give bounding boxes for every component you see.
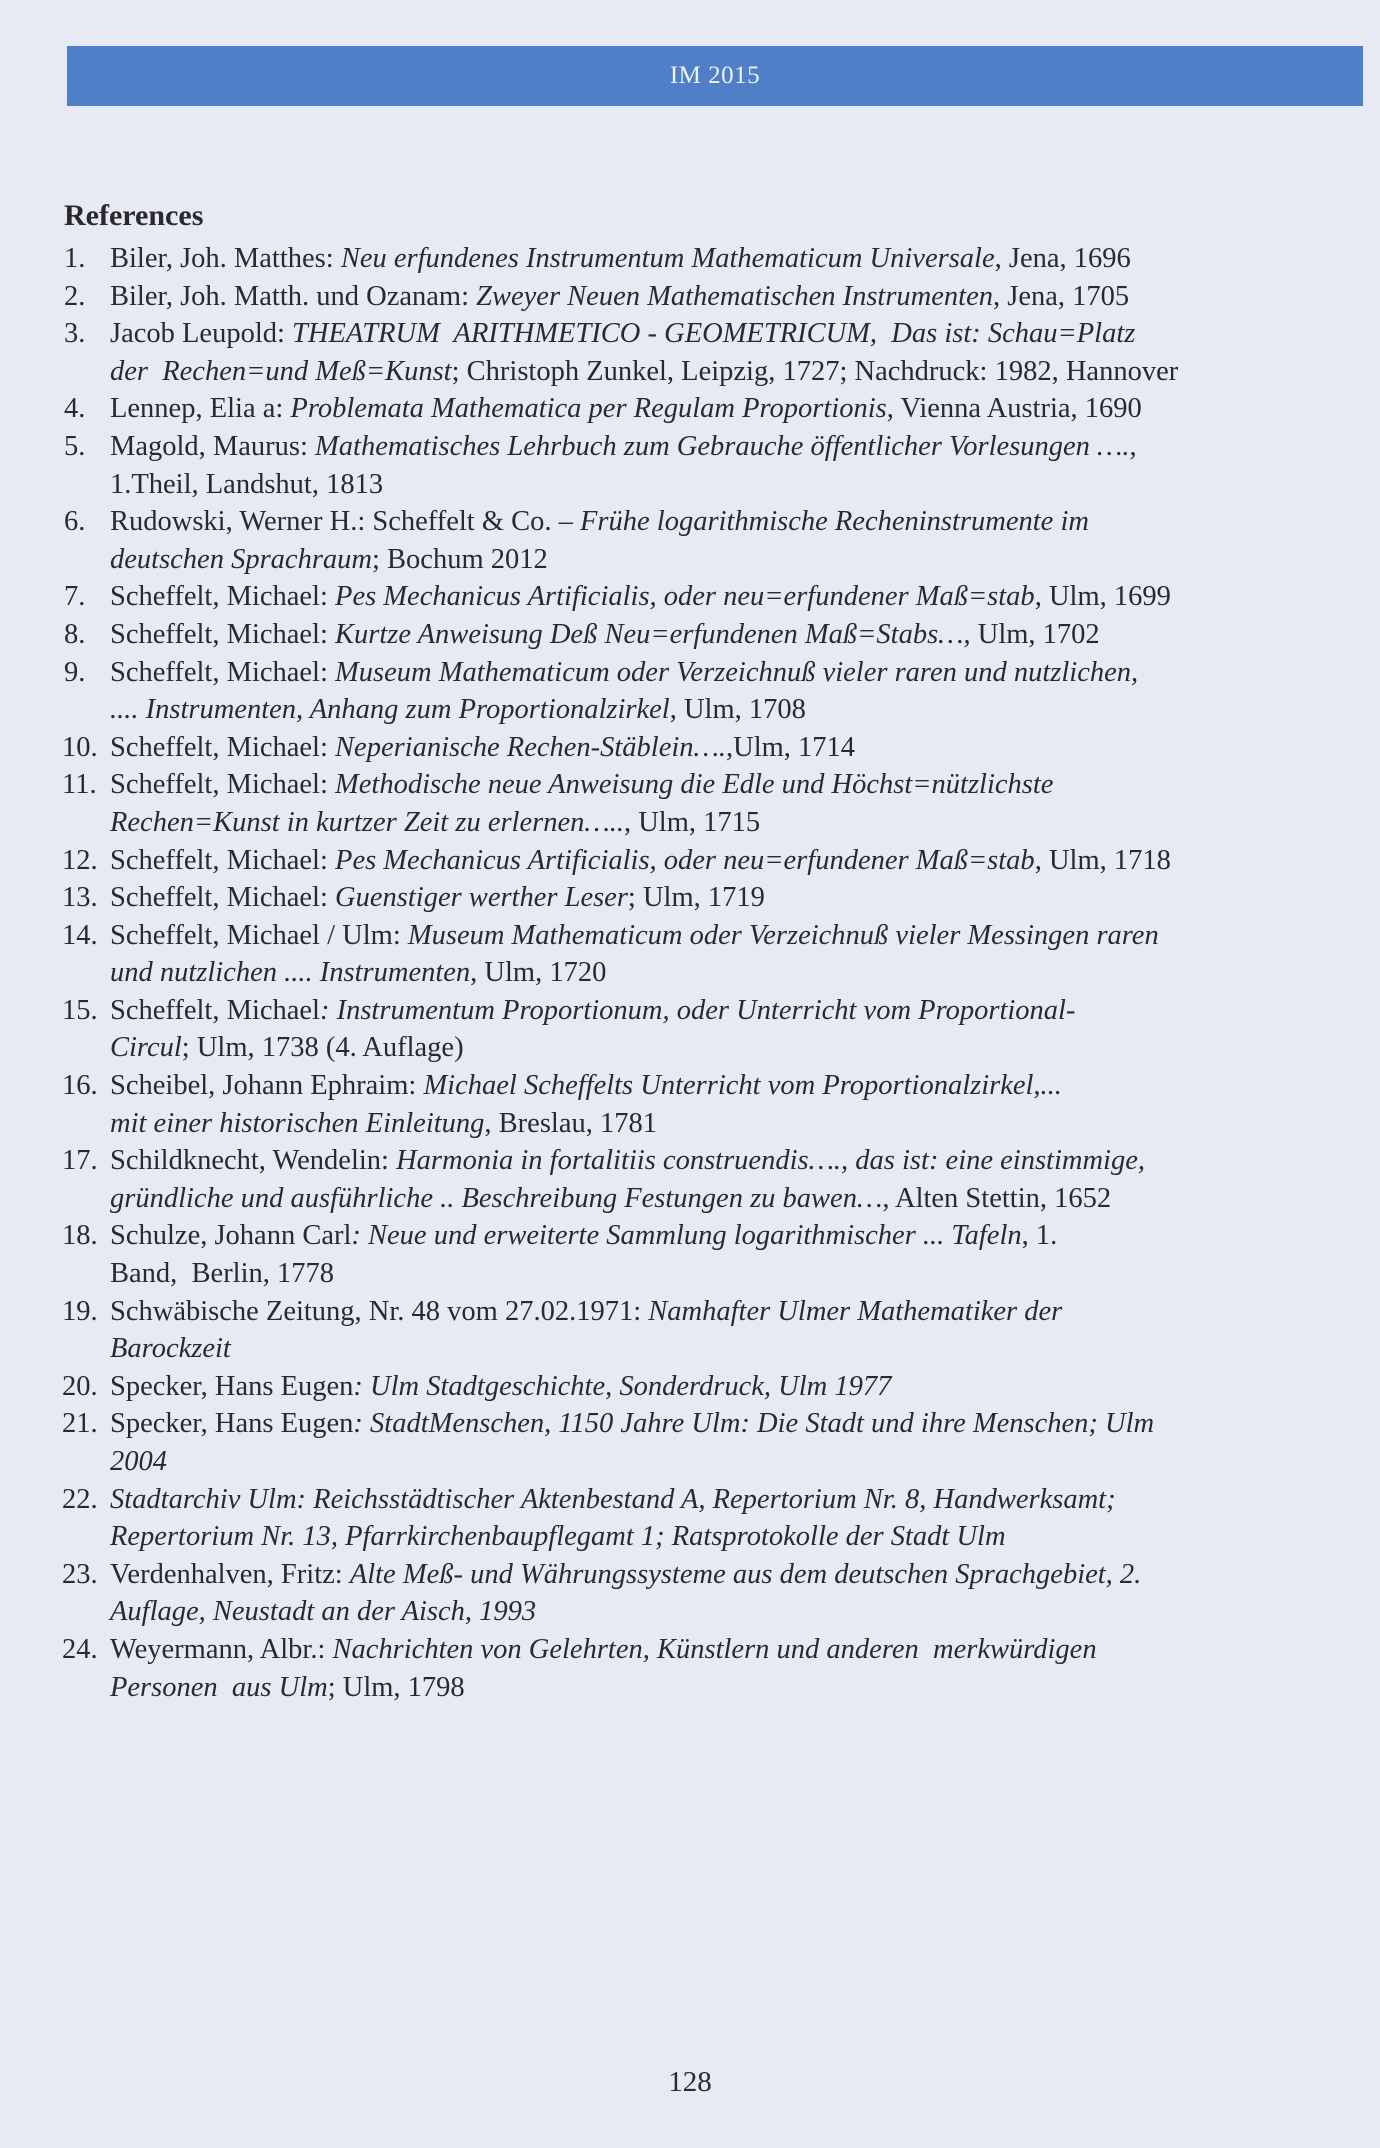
reference-title-text: Zweyer Neuen Mathematischen Instrumenten — [476, 280, 993, 312]
header-title: IM 2015 — [669, 62, 761, 89]
reference-plain-text: , — [1129, 430, 1137, 462]
reference-title-text: .... Instrumenten, Anhang zum Proportionalzirkel — [110, 694, 670, 726]
reference-title-text: Pes Mechanicus Artificialis, oder neu=erfundener Maß=stab — [335, 844, 1035, 876]
reference-item — [64, 729, 1354, 767]
reference-plain-text: Magold, Maurus: — [110, 430, 316, 462]
reference-number: 9. — [64, 656, 86, 688]
reference-item — [64, 428, 1354, 503]
reference-plain-text: Scheffelt, Michael: — [110, 882, 336, 914]
reference-number: 10. — [62, 731, 98, 763]
reference-plain-text: ; Bochum 2012 — [372, 543, 548, 575]
reference-item — [64, 1217, 1354, 1292]
reference-text — [110, 729, 1354, 767]
reference-plain-text: , Ulm, 1718 — [1034, 844, 1171, 876]
reference-item — [64, 240, 1354, 278]
reference-title-text: Pes Mechanicus Artificialis, oder neu=erfundener Maß=stab — [335, 581, 1035, 613]
reference-plain-text: , Jena, 1705 — [992, 280, 1130, 312]
reference-item — [64, 1556, 1354, 1631]
reference-item — [64, 503, 1354, 578]
reference-title-text: deutschen Sprachraum — [110, 543, 372, 575]
reference-plain-text: ,Ulm, 1714 — [726, 731, 856, 763]
reference-plain-text: 1.Theil, Landshut, 1813 — [110, 468, 384, 500]
reference-number: 24. — [62, 1633, 98, 1665]
reference-number: 21. — [62, 1408, 98, 1440]
reference-number: 1. — [64, 243, 86, 274]
reference-text — [110, 766, 1354, 841]
reference-title-text: mit einer historischen Einleitung — [110, 1107, 485, 1139]
reference-plain-text: Biler, Joh. Matth. und Ozanam: — [110, 280, 477, 312]
reference-title-text: Guenstiger werther Leser — [335, 882, 628, 914]
reference-title-text: Museum Mathematicum oder Verzeichnuß vieler raren und nutzlichen, — [335, 656, 1139, 688]
reference-title-text: Alte Meß- und Währungssysteme aus dem deutschen Sprachgebiet, 2. — [349, 1558, 1142, 1590]
reference-plain-text: ; Ulm, 1738 (4. Auflage) — [181, 1032, 464, 1064]
reference-text — [110, 654, 1354, 729]
reference-title-text: Kurtze Anweisung Deß Neu=erfundenen Maß=Stabs… — [335, 618, 964, 650]
reference-text — [110, 1405, 1354, 1480]
reference-plain-text: Weyermann, Albr.: — [110, 1633, 333, 1665]
reference-title-text: Repertorium Nr. 13, Pfarrkirchenbaupflegamt 1; Ratsprotokolle der Stadt Ulm — [110, 1521, 1006, 1553]
reference-item — [64, 315, 1354, 390]
reference-plain-text: Rudowski, Werner H.: Scheffelt & Co. – — [110, 506, 581, 538]
reference-number: 11. — [62, 769, 97, 801]
reference-title-text: Auflage, Neustadt an der Aisch, 1993 — [110, 1596, 537, 1628]
reference-title-text: Harmonia in fortalitiis construendis…., das ist: eine einstimmige, — [396, 1145, 1145, 1177]
reference-title-text: und nutzlichen .... Instrumenten — [110, 957, 471, 989]
reference-title-text: Neperianische Rechen-Stäblein…. — [335, 731, 727, 763]
reference-text — [110, 992, 1354, 1067]
reference-text — [110, 1368, 1354, 1406]
reference-title-text: Mathematisches Lehrbuch zum Gebrauche öffentlicher Vorlesungen …. — [315, 430, 1130, 462]
reference-title-text: Circul — [110, 1032, 182, 1064]
reference-item — [64, 1481, 1354, 1556]
reference-title-text: Personen aus Ulm — [110, 1671, 328, 1703]
reference-text — [110, 315, 1354, 390]
reference-plain-text: Scheffelt, Michael: — [110, 731, 336, 763]
reference-plain-text: Schwäbische Zeitung, Nr. 48 vom 27.02.1971: — [110, 1295, 649, 1327]
reference-title-text: Namhafter Ulmer Mathematiker der — [648, 1295, 1063, 1327]
reference-number: 16. — [62, 1070, 98, 1102]
reference-number: 3. — [64, 318, 86, 350]
reference-list — [64, 240, 1354, 1706]
reference-plain-text: , Breslau, 1781 — [484, 1107, 657, 1139]
reference-plain-text: Scheffelt, Michael / Ulm: — [110, 919, 408, 951]
reference-number: 18. — [62, 1220, 98, 1252]
reference-number: 6. — [64, 506, 86, 538]
reference-plain-text: , Ulm, 1708 — [669, 694, 806, 726]
reference-plain-text: , Ulm, 1715 — [623, 806, 761, 838]
reference-text — [110, 1481, 1354, 1556]
reference-item — [64, 278, 1354, 316]
reference-number: 23. — [62, 1558, 98, 1590]
reference-item — [64, 616, 1354, 654]
reference-text — [110, 1217, 1354, 1292]
reference-text — [110, 390, 1354, 428]
reference-item — [64, 1368, 1354, 1406]
reference-text — [110, 917, 1354, 992]
reference-item — [64, 578, 1354, 616]
reference-title-text: Rechen=Kunst in kurtzer Zeit zu erlernen….. — [110, 806, 624, 838]
reference-item — [64, 1067, 1354, 1142]
reference-title-text: Michael Scheffelts Unterricht vom Proportionalzirkel,... — [423, 1070, 1062, 1102]
reference-title-text: : Ulm Stadtgeschichte, Sonderdruck, Ulm 1977 — [353, 1370, 892, 1402]
reference-title-text: Nachrichten von Gelehrten, Künstlern und anderen merkwürdigen — [332, 1633, 1097, 1665]
reference-number: 13. — [62, 882, 98, 914]
reference-text — [110, 616, 1354, 654]
reference-title-text: : Neue und erweiterte Sammlung logarithmischer ... Tafeln — [351, 1220, 1022, 1252]
reference-text — [110, 1556, 1354, 1631]
reference-item — [64, 766, 1354, 841]
reference-text — [110, 1293, 1354, 1368]
reference-title-text: THEATRUM ARITHMETICO - GEOMETRICUM, Das ist: Schau=Platz — [292, 318, 1136, 350]
reference-plain-text: ; Christoph Zunkel, Leipzig, 1727; Nachdruck: 1982, Hannover — [451, 355, 1179, 387]
reference-title-text: Barockzeit — [110, 1333, 231, 1365]
reference-plain-text: , Ulm, 1699 — [1034, 581, 1171, 613]
reference-title-text: : Instrumentum Proportionum, oder Unterricht vom Proportional- — [319, 994, 1076, 1026]
reference-plain-text: Schulze, Johann Carl — [110, 1220, 352, 1252]
reference-number: 22. — [62, 1483, 98, 1515]
reference-item — [64, 917, 1354, 992]
reference-plain-text: , Ulm, 1720 — [470, 957, 607, 989]
reference-number: 15. — [62, 994, 98, 1026]
reference-plain-text: Schildknecht, Wendelin: — [110, 1145, 397, 1177]
reference-item — [64, 1142, 1354, 1217]
reference-number: 2. — [64, 280, 86, 312]
reference-number: 5. — [64, 430, 86, 462]
reference-title-text: Frühe logarithmische Recheninstrumente im — [580, 506, 1089, 538]
reference-plain-text: Scheffelt, Michael: — [110, 656, 336, 688]
reference-plain-text: Scheffelt, Michael: — [110, 769, 336, 801]
reference-plain-text: Scheffelt, Michael: — [110, 844, 336, 876]
reference-number: 7. — [64, 581, 86, 613]
header-band — [67, 46, 1363, 106]
reference-text — [110, 1631, 1354, 1706]
reference-plain-text: Verdenhalven, Fritz: — [110, 1558, 350, 1590]
reference-plain-text: Band, Berlin, 1778 — [110, 1258, 335, 1290]
reference-plain-text: , Alten Stettin, 1652 — [882, 1182, 1112, 1214]
reference-plain-text: , 1. — [1021, 1220, 1058, 1252]
reference-item — [64, 842, 1354, 880]
reference-plain-text: ; Ulm, 1719 — [627, 882, 765, 914]
reference-plain-text: , Vienna Austria, 1690 — [886, 393, 1142, 425]
reference-item — [64, 1293, 1354, 1368]
reference-text — [110, 428, 1354, 503]
reference-title-text: Problemata Mathematica per Regulam Proportionis — [290, 393, 887, 425]
reference-item — [64, 879, 1354, 917]
reference-plain-text: Biler, Joh. Matthes: — [110, 243, 341, 274]
reference-plain-text: Scheibel, Johann Ephraim: — [110, 1070, 424, 1102]
reference-item — [64, 992, 1354, 1067]
reference-number: 4. — [64, 393, 86, 425]
section-heading: References — [64, 198, 204, 232]
reference-text — [110, 879, 1354, 917]
page-number: 128 — [668, 2066, 712, 2098]
reference-plain-text: Scheffelt, Michael: — [110, 581, 336, 613]
reference-number: 19. — [62, 1295, 98, 1327]
reference-title-text: Methodische neue Anweisung die Edle und Höchst=nützlichste — [335, 769, 1054, 801]
reference-text — [110, 578, 1354, 616]
reference-text — [110, 1067, 1354, 1142]
reference-plain-text: Scheffelt, Michael: — [110, 618, 336, 650]
reference-number: 8. — [64, 618, 86, 650]
reference-title-text: 2004 — [110, 1446, 167, 1477]
reference-item — [64, 390, 1354, 428]
reference-title-text: der Rechen=und Meß=Kunst — [110, 355, 452, 387]
reference-text — [110, 278, 1354, 316]
reference-plain-text: , Jena, 1696 — [994, 243, 1131, 274]
reference-title-text: Museum Mathematicum oder Verzeichnuß vieler Messingen raren — [407, 919, 1159, 951]
reference-plain-text: Lennep, Elia a: — [110, 393, 291, 425]
reference-title-text: Stadtarchiv Ulm: Reichsstädtischer Aktenbestand A, Repertorium Nr. 8, Handwerksamt; — [110, 1483, 1116, 1515]
reference-title-text: : StadtMenschen, 1150 Jahre Ulm: Die Stadt und ihre Menschen; Ulm — [353, 1408, 1155, 1440]
reference-plain-text: Jacob Leupold: — [110, 318, 293, 350]
reference-text — [110, 503, 1354, 578]
reference-number: 17. — [62, 1145, 98, 1177]
reference-item — [64, 1631, 1354, 1706]
reference-title-text: Neu erfundenes Instrumentum Mathematicum Universale — [340, 243, 995, 274]
reference-text — [110, 240, 1354, 278]
reference-plain-text: ; Ulm, 1798 — [327, 1671, 465, 1703]
reference-plain-text: Scheffelt, Michael — [110, 994, 320, 1026]
reference-plain-text: Specker, Hans Eugen — [110, 1370, 354, 1402]
reference-item — [64, 654, 1354, 729]
reference-number: 12. — [62, 844, 98, 876]
reference-item — [64, 1405, 1354, 1480]
reference-plain-text: Specker, Hans Eugen — [110, 1408, 354, 1440]
reference-number: 20. — [62, 1370, 98, 1402]
reference-number: 14. — [62, 919, 98, 951]
reference-text — [110, 1142, 1354, 1217]
reference-title-text: gründliche und ausführliche .. Beschreibung Festungen zu bawen… — [110, 1182, 883, 1214]
reference-plain-text: , Ulm, 1702 — [963, 618, 1100, 650]
reference-text — [110, 842, 1354, 880]
